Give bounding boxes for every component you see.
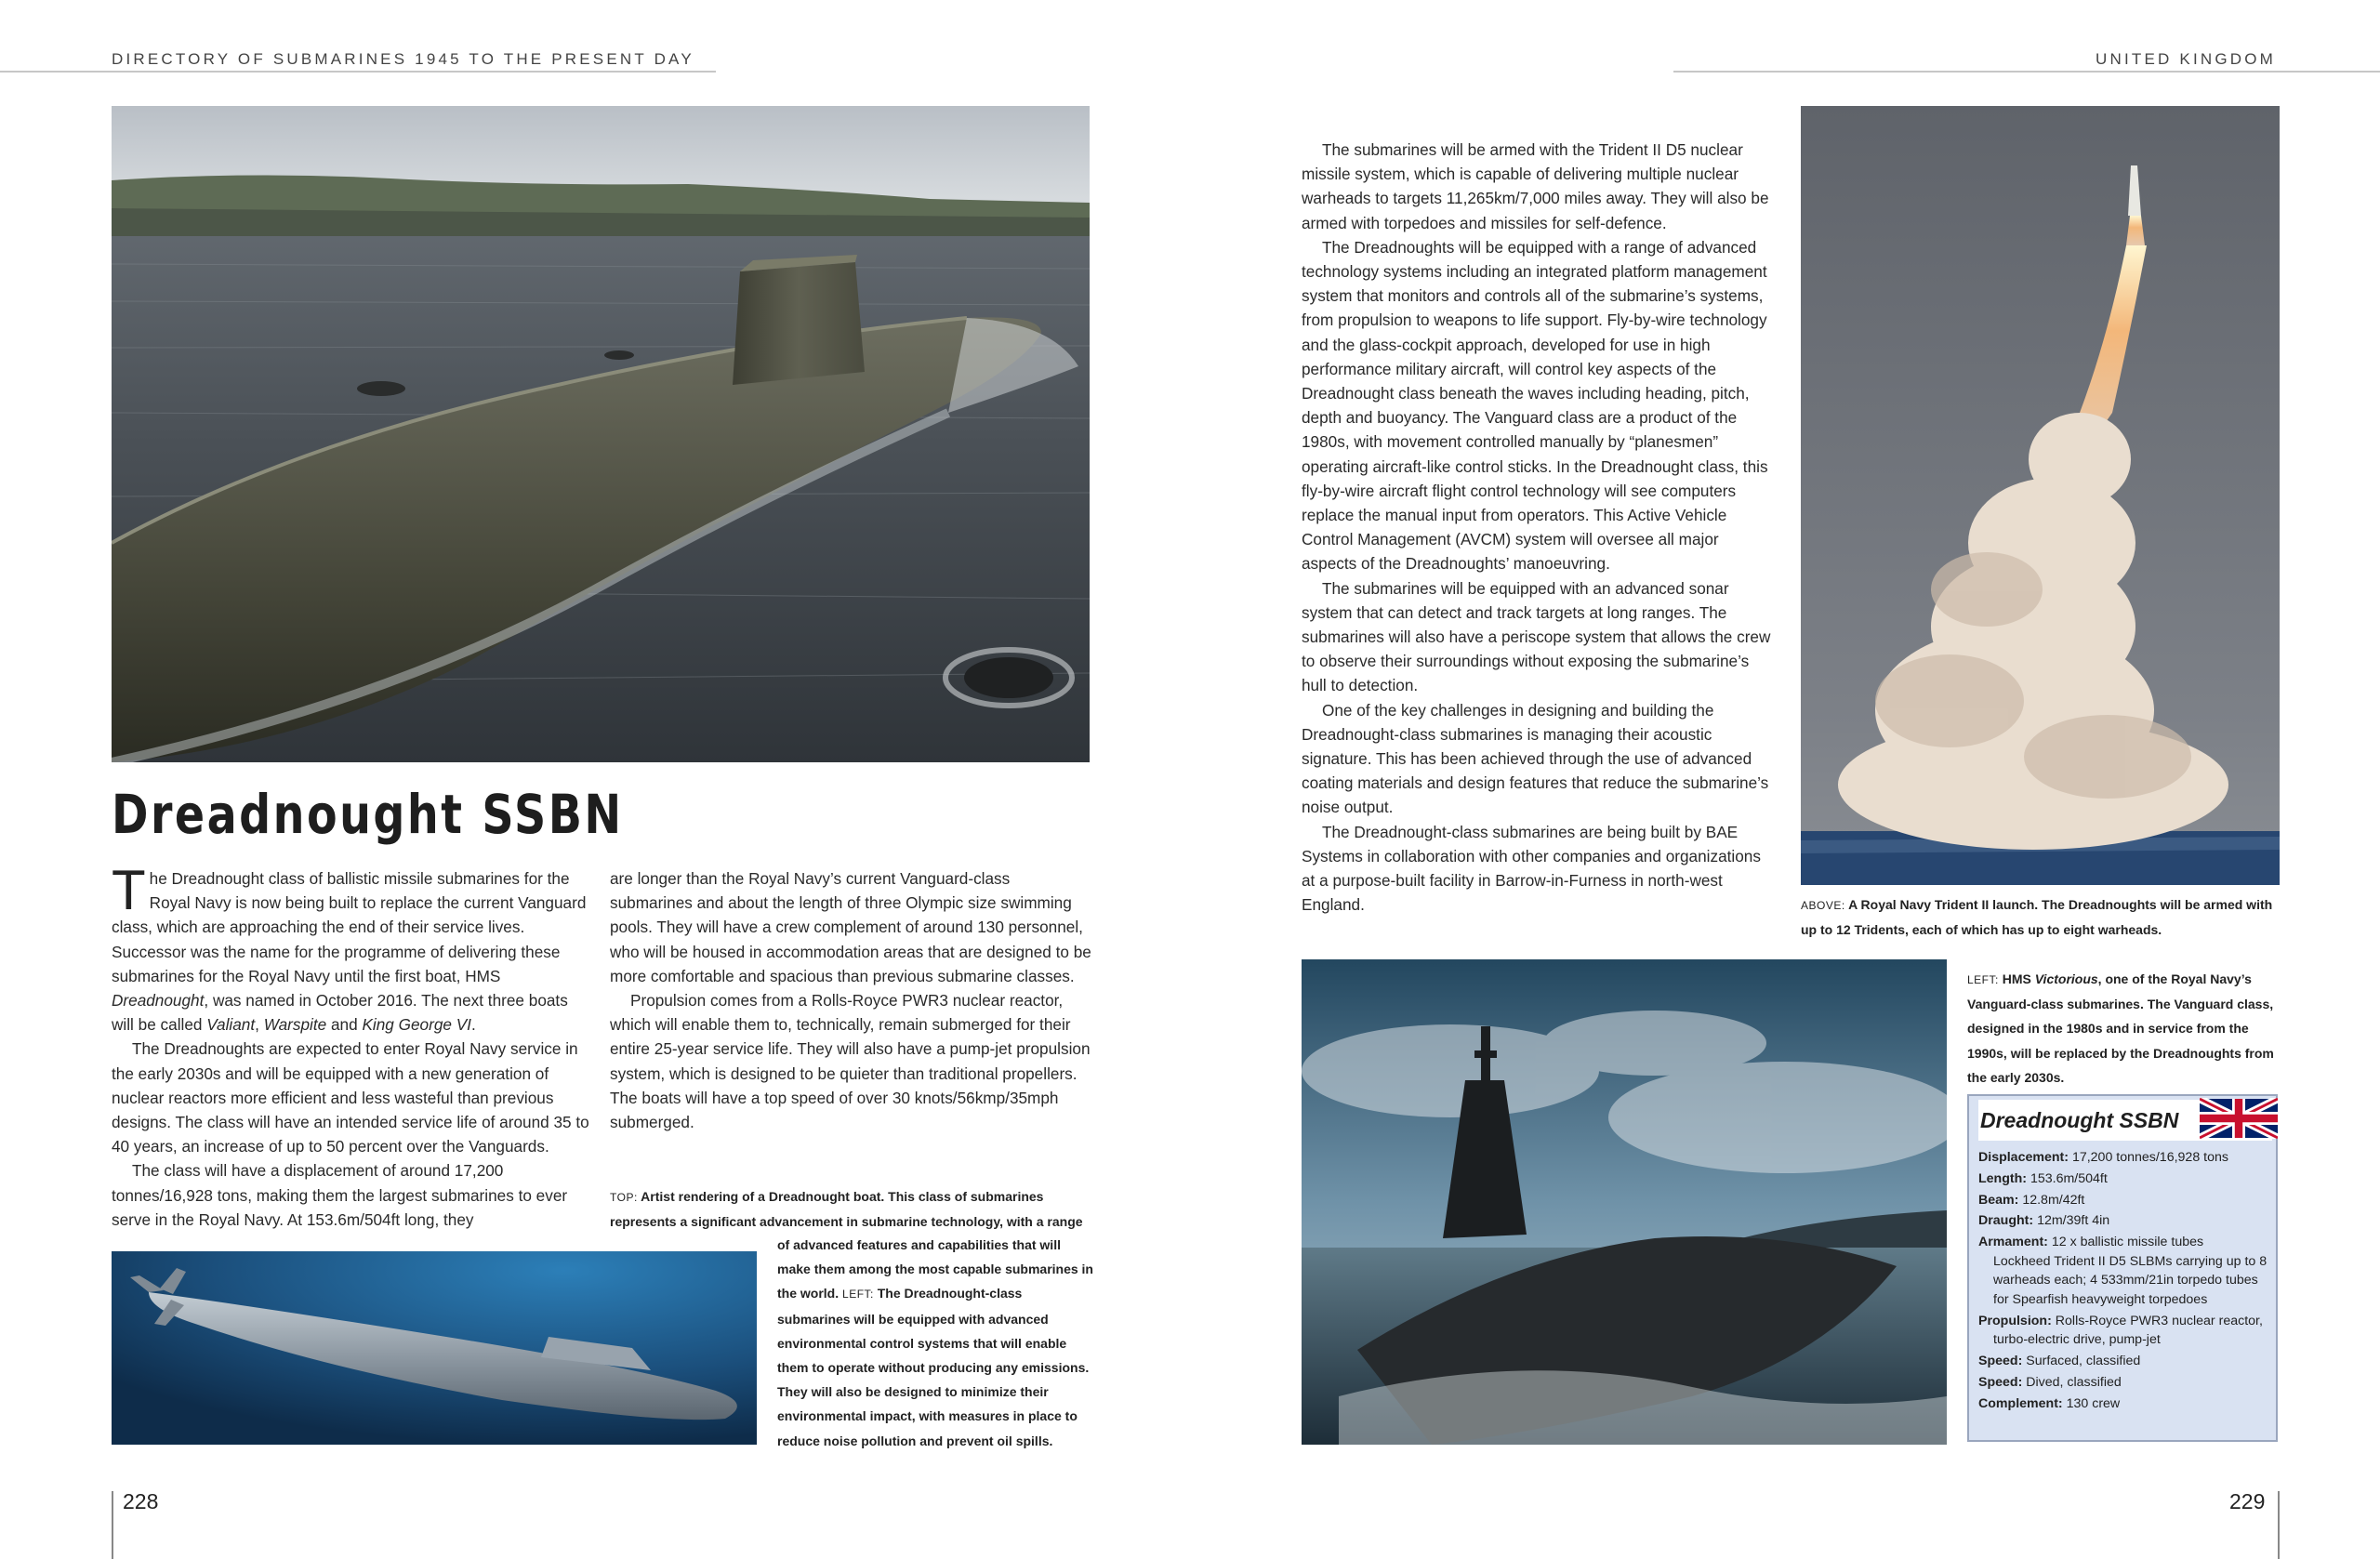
text-run: and bbox=[326, 1015, 363, 1035]
spec-label: Armament: bbox=[1978, 1235, 2048, 1250]
spec-label: Draught: bbox=[1978, 1213, 2034, 1229]
ship-name: Warspite bbox=[263, 1015, 327, 1035]
body-paragraph: The Dreadnought-class submarines are being built by BAE Systems in collaboration with other companies and organizations at a purpose-built facility in Barrow-in-Furness in north-west England. bbox=[1302, 822, 1761, 915]
spec-value: Surfaced, classified bbox=[2026, 1354, 2141, 1369]
caption-above bbox=[1801, 892, 2280, 942]
folio-rule-left bbox=[112, 1491, 113, 1559]
spec-row bbox=[1978, 1233, 2272, 1309]
running-header-left: DIRECTORY OF SUBMARINES 1945 TO THE PRESENT DAY bbox=[112, 50, 694, 68]
text-run: he Dreadnought class of ballistic missile submarines for the Royal Navy is now being built to replace the current Vanguard class, which are approaching the end of their service lives. Successor was the name for the programme of delivering these submarines for the Royal Navy until the first boat, HMS bbox=[112, 869, 587, 985]
text-run: . bbox=[470, 1015, 476, 1035]
caption-text: A Royal Navy Trident II launch. The Dreadnoughts will be armed with up to 12 Tridents, each of which has up to eight warheads. bbox=[1801, 897, 2273, 938]
caption-tag: TOP: bbox=[610, 1191, 638, 1204]
body-paragraph: The submarines will be armed with the Trident II D5 nuclear missile system, which is capable of delivering multiple nuclear warheads to targets 11,265km/7,000 miles away. They will also be armed with torpedoes and missiles for self-defence. bbox=[1302, 140, 1769, 232]
caption-tag: LEFT: bbox=[842, 1288, 874, 1301]
text-run: , was named in October 2016. The next three boats will be called bbox=[112, 991, 568, 1035]
intro-paragraph bbox=[112, 859, 590, 1037]
spec-value: 130 crew bbox=[2066, 1395, 2121, 1411]
caption-tag: LEFT: bbox=[1967, 973, 1999, 986]
body-paragraph: The class will have a displacement of around 17,200 tonnes/16,928 tons, making them the largest submarines to ever serve in the Royal Navy. At 153.6m/504ft long, they bbox=[112, 1161, 568, 1229]
spec-value-continued: turbo-electric drive, pump-jet bbox=[1993, 1332, 2161, 1348]
header-rule-right bbox=[1673, 71, 2380, 73]
caption-text: The Dreadnought-class submarines will be equipped with advanced environmental control systems that will enable them to operate without producing any emissions. They will also be designed to minimize their environmental impact, with measures in place to reduce noise pollution and prevent oil spills. bbox=[777, 1286, 1090, 1448]
spec-value: Dived, classified bbox=[2026, 1374, 2122, 1390]
page-number-right: 229 bbox=[2229, 1489, 2266, 1513]
spec-list bbox=[1978, 1148, 2272, 1415]
right-body-column bbox=[1302, 138, 1776, 918]
spec-row bbox=[1978, 1169, 2272, 1189]
caption-text: Artist rendering of a Dreadnought boat. This class of submarines represents a significant advancement in submarine technology, with a range bbox=[610, 1189, 1083, 1230]
spec-value: 12.8m/42ft bbox=[2022, 1192, 2085, 1208]
spec-label: Speed: bbox=[1978, 1354, 2023, 1369]
spec-row bbox=[1978, 1373, 2272, 1393]
spec-title: Dreadnought SSBN bbox=[1978, 1100, 2272, 1141]
spec-label: Beam: bbox=[1978, 1192, 2019, 1208]
ship-name: King George VI bbox=[362, 1015, 471, 1035]
ship-name: Valiant bbox=[206, 1015, 256, 1035]
left-body-column bbox=[112, 859, 590, 1232]
uk-flag-icon bbox=[2200, 1098, 2278, 1139]
spec-value: 17,200 tonnes/16,928 tons bbox=[2071, 1150, 2228, 1165]
dreadnought-surface-photo bbox=[112, 106, 1090, 762]
spec-label: Length: bbox=[1978, 1170, 2028, 1186]
spec-value: Rolls-Royce PWR3 nuclear reactor, bbox=[2055, 1313, 2263, 1328]
caption-top bbox=[610, 1184, 1093, 1234]
spec-row bbox=[1978, 1191, 2272, 1210]
spec-value: 12m/39ft 4in bbox=[2037, 1213, 2110, 1229]
running-header-right: UNITED KINGDOM bbox=[2096, 50, 2277, 68]
ship-name: Victorious bbox=[2034, 971, 2098, 986]
ship-name: Dreadnought bbox=[112, 991, 205, 1011]
trident-launch-photo bbox=[1801, 106, 2280, 885]
caption-text: of advanced features and capabilities that will make them among the most capable submarines in the world. bbox=[777, 1237, 1093, 1301]
spec-value-continued: Lockheed Trident II D5 SLBMs carrying up to 8 warheads each; 4 533mm/21in torpedo tubes for Spearfish heavyweight torpedoes bbox=[1993, 1253, 2268, 1307]
underwater-render-photo bbox=[112, 1251, 757, 1445]
body-paragraph: One of the key challenges in designing and building the Dreadnought-class submarines is managing their acoustic signature. This has been achieved through the use of advanced coating materials and design features that reduce the submarine’s noise output. bbox=[1302, 700, 1769, 817]
middle-body-column bbox=[610, 866, 1093, 1134]
caption-text: HMS bbox=[2002, 971, 2035, 986]
folio-rule-right bbox=[2278, 1491, 2280, 1559]
body-paragraph: The submarines will be equipped with an advanced sonar system that can detect and track targets at long ranges. The submarines will also have a periscope system that allows the crew to observe their surroundings without exposing the submarine’s hull to detection. bbox=[1302, 578, 1771, 695]
spec-label: Speed: bbox=[1978, 1374, 2023, 1390]
hms-victorious-photo bbox=[1302, 959, 1947, 1445]
body-paragraph: The Dreadnoughts are expected to enter Royal Navy service in the early 2030s and will be equipped with a new generation of nuclear reactors more efficient and less wasteful than previous designs. The class will have an intended service life of around 35 to 40 years, an increase of up to 50 percent over the Vanguards. bbox=[112, 1039, 589, 1156]
spec-row bbox=[1978, 1352, 2272, 1371]
body-paragraph: are longer than the Royal Navy’s current Vanguard-class submarines and about the length of three Olympic size swimming pools. They will have a crew complement of around 130 personnel, who will be housed in accommodation areas that are designed to be more comfortable and spacious than previous submarine classes. bbox=[610, 869, 1091, 985]
spec-row bbox=[1978, 1312, 2272, 1350]
spec-value: 153.6m/504ft bbox=[2030, 1170, 2108, 1186]
specification-box bbox=[1967, 1094, 2278, 1442]
page-title: Dreadnought SSBN bbox=[112, 783, 624, 846]
spec-label: Complement: bbox=[1978, 1395, 2063, 1411]
body-paragraph: Propulsion comes from a Rolls-Royce PWR3 nuclear reactor, which will enable them to, technically, remain submerged for their entire 25-year service life. They will also have a pump-jet propulsion system, which is designed to be quieter than traditional propellers. The boats will have a top speed of over 30 knots/56kmp/35mph submerged. bbox=[610, 991, 1091, 1132]
spec-row bbox=[1978, 1211, 2272, 1231]
caption-tag: ABOVE: bbox=[1801, 899, 1845, 912]
caption-top-continued bbox=[777, 1233, 1093, 1453]
spec-label: Displacement: bbox=[1978, 1150, 2069, 1165]
text-run: , bbox=[255, 1015, 264, 1035]
page-number-left: 228 bbox=[123, 1489, 159, 1513]
body-paragraph: The Dreadnoughts will be equipped with a range of advanced technology systems including an integrated platform management system that monitors and controls all of the submarine’s systems, from propulsion to weapons to life support. Fly-by-wire technology and the glass-cockpit approach, developed for use in high performance military aircraft, will control key aspects of the Dreadnought class beneath the waves including heading, pitch, depth and buoyancy. The Vanguard class are a product of the 1980s, with movement controlled manually by “planesmen” operating aircraft-like control sticks. In the Dreadnought class, this fly-by-wire aircraft flight control technology will see computers replace the manual input from operators. This Active Vehicle Control Management (AVCM) system will oversee all major aspects of the Dreadnoughts’ manoeuvring. bbox=[1302, 237, 1768, 574]
drop-cap: T bbox=[112, 859, 146, 921]
spec-label: Propulsion: bbox=[1978, 1313, 2052, 1328]
spec-value: 12 x ballistic missile tubes bbox=[2051, 1235, 2204, 1250]
spec-row bbox=[1978, 1148, 2272, 1168]
caption-victorious bbox=[1967, 967, 2280, 1090]
spec-row bbox=[1978, 1394, 2272, 1414]
header-rule-left bbox=[0, 71, 716, 73]
caption-text: , one of the Royal Navy’s Vanguard-class submarines. The Vanguard class, designed in the 1980s and in service from the 1990s, will be replaced by the Dreadnoughts from the early 2030s. bbox=[1967, 971, 2274, 1085]
